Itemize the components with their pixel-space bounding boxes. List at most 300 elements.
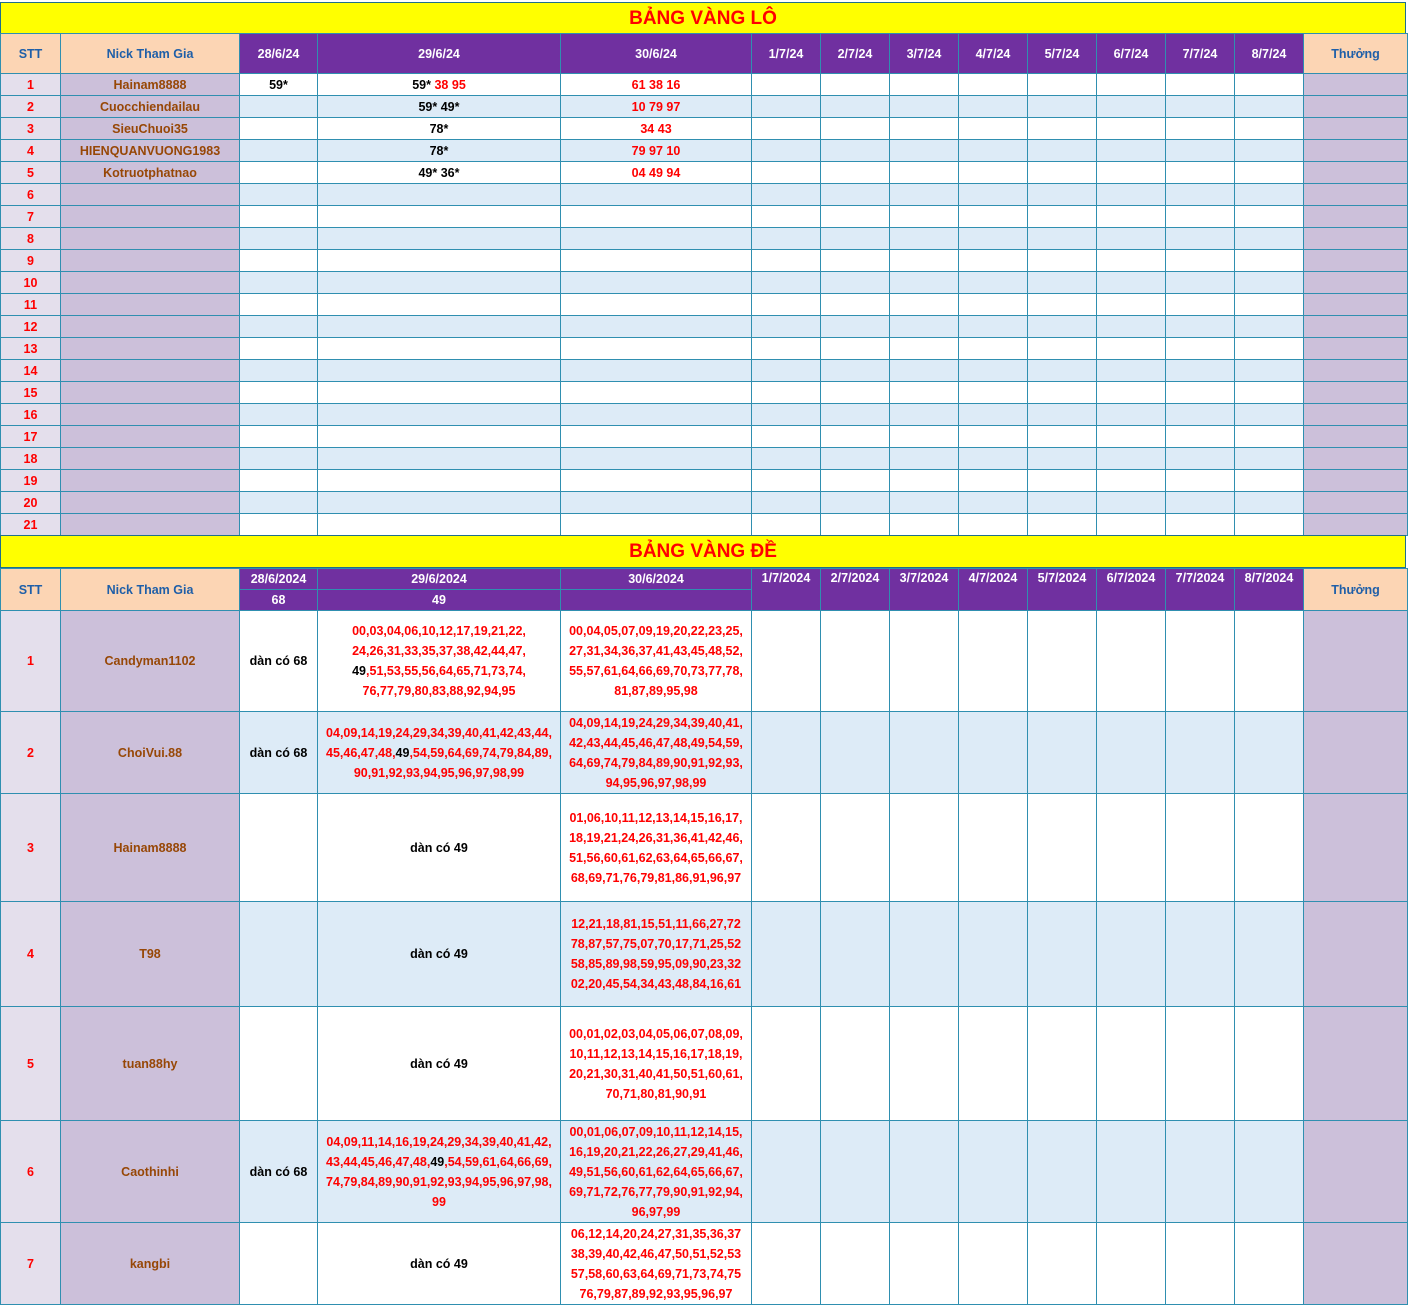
de-day-cell[interactable] — [1166, 712, 1235, 794]
lo-day-cell[interactable] — [752, 404, 821, 426]
lo-day-cell[interactable] — [561, 228, 752, 250]
de-day-cell[interactable] — [240, 611, 318, 712]
lo-day-cell[interactable] — [959, 426, 1028, 448]
lo-prize-cell[interactable] — [1304, 228, 1408, 250]
de-day-cell[interactable] — [1097, 1223, 1166, 1305]
lo-day-cell[interactable] — [890, 338, 959, 360]
lo-day-cell[interactable] — [1166, 426, 1235, 448]
lo-day-cell[interactable] — [890, 448, 959, 470]
lo-date-header[interactable]: 3/7/24 — [890, 34, 959, 74]
lo-day-cell[interactable] — [752, 272, 821, 294]
de-day-cell[interactable] — [821, 1121, 890, 1223]
de-day-cell[interactable] — [1166, 1223, 1235, 1305]
de-nick-cell[interactable]: T98 — [61, 902, 240, 1007]
lo-day-cell[interactable] — [561, 184, 752, 206]
lo-day-cell[interactable] — [1235, 316, 1304, 338]
de-day-cell[interactable] — [240, 794, 318, 902]
lo-day-cell[interactable] — [318, 228, 561, 250]
lo-day-cell[interactable] — [240, 448, 318, 470]
lo-day-cell[interactable] — [1097, 118, 1166, 140]
lo-day-cell[interactable] — [890, 360, 959, 382]
lo-day-cell[interactable] — [1166, 294, 1235, 316]
lo-day-cell[interactable] — [821, 184, 890, 206]
lo-day-cell[interactable] — [561, 426, 752, 448]
lo-date-header[interactable]: 1/7/24 — [752, 34, 821, 74]
lo-day-cell[interactable] — [752, 338, 821, 360]
de-date-header[interactable]: 1/7/2024 — [752, 569, 821, 611]
lo-day-cell[interactable] — [561, 250, 752, 272]
lo-day-cell[interactable] — [1235, 250, 1304, 272]
lo-day-cell[interactable] — [1028, 294, 1097, 316]
lo-day-cell[interactable] — [821, 492, 890, 514]
lo-nick-cell[interactable] — [61, 338, 240, 360]
lo-day-cell[interactable] — [1097, 294, 1166, 316]
lo-day-cell[interactable] — [1028, 492, 1097, 514]
de-day-cell[interactable] — [561, 611, 752, 712]
de-nick-cell[interactable]: tuan88hy — [61, 1007, 240, 1121]
lo-prize-cell[interactable] — [1304, 338, 1408, 360]
lo-day-cell[interactable] — [561, 118, 752, 140]
lo-day-cell[interactable] — [318, 470, 561, 492]
lo-day-cell[interactable] — [318, 338, 561, 360]
lo-prize-cell[interactable] — [1304, 360, 1408, 382]
lo-day-cell[interactable] — [821, 316, 890, 338]
lo-prize-cell[interactable] — [1304, 96, 1408, 118]
lo-day-cell[interactable] — [1028, 272, 1097, 294]
de-day-cell[interactable] — [1097, 1007, 1166, 1121]
lo-day-cell[interactable] — [890, 316, 959, 338]
lo-day-cell[interactable] — [1097, 206, 1166, 228]
lo-nick-cell[interactable] — [61, 272, 240, 294]
lo-day-cell[interactable] — [318, 250, 561, 272]
de-prize-header[interactable]: Thưởng — [1304, 569, 1408, 611]
lo-stt-cell[interactable]: 17 — [1, 426, 61, 448]
de-stt-cell[interactable]: 3 — [1, 794, 61, 902]
de-date-header[interactable]: 28/6/2024 — [240, 569, 318, 590]
lo-prize-cell[interactable] — [1304, 184, 1408, 206]
lo-day-cell[interactable] — [240, 360, 318, 382]
lo-day-cell[interactable] — [1166, 184, 1235, 206]
lo-prize-cell[interactable] — [1304, 470, 1408, 492]
de-date-header[interactable]: 5/7/2024 — [1028, 569, 1097, 611]
lo-day-cell[interactable] — [821, 448, 890, 470]
lo-day-cell[interactable] — [821, 206, 890, 228]
lo-nick-cell[interactable] — [61, 492, 240, 514]
de-day-cell[interactable] — [1235, 712, 1304, 794]
lo-day-cell[interactable] — [240, 338, 318, 360]
lo-day-cell[interactable] — [1028, 426, 1097, 448]
lo-day-cell[interactable] — [1028, 382, 1097, 404]
lo-day-cell[interactable] — [240, 470, 318, 492]
de-prize-cell[interactable] — [1304, 712, 1408, 794]
de-prize-cell[interactable] — [1304, 611, 1408, 712]
lo-day-cell[interactable] — [821, 382, 890, 404]
lo-day-cell[interactable] — [1166, 316, 1235, 338]
lo-day-cell[interactable] — [752, 294, 821, 316]
lo-day-cell[interactable] — [890, 404, 959, 426]
lo-nick-cell[interactable] — [61, 316, 240, 338]
lo-day-cell[interactable] — [1235, 228, 1304, 250]
lo-day-cell[interactable] — [318, 294, 561, 316]
lo-day-cell[interactable] — [1235, 514, 1304, 536]
de-day-cell[interactable] — [1097, 611, 1166, 712]
lo-nick-cell[interactable]: SieuChuoi35 — [61, 118, 240, 140]
lo-day-cell[interactable] — [959, 74, 1028, 96]
de-day-cell[interactable] — [752, 611, 821, 712]
lo-day-cell[interactable] — [1166, 514, 1235, 536]
lo-day-cell[interactable] — [240, 228, 318, 250]
lo-nick-cell[interactable]: Hainam8888 — [61, 74, 240, 96]
lo-day-cell[interactable] — [890, 514, 959, 536]
lo-day-cell[interactable] — [318, 448, 561, 470]
lo-day-cell[interactable] — [752, 206, 821, 228]
lo-day-cell[interactable] — [821, 514, 890, 536]
lo-nick-cell[interactable] — [61, 250, 240, 272]
lo-stt-cell[interactable]: 18 — [1, 448, 61, 470]
lo-day-cell[interactable] — [318, 162, 561, 184]
de-day-cell[interactable] — [318, 1223, 561, 1305]
lo-stt-cell[interactable]: 13 — [1, 338, 61, 360]
de-day-cell[interactable] — [821, 902, 890, 1007]
lo-day-cell[interactable] — [561, 294, 752, 316]
de-prize-cell[interactable] — [1304, 1007, 1408, 1121]
lo-day-cell[interactable] — [561, 492, 752, 514]
lo-day-cell[interactable] — [959, 404, 1028, 426]
lo-day-cell[interactable] — [1166, 382, 1235, 404]
lo-day-cell[interactable] — [561, 272, 752, 294]
lo-day-cell[interactable] — [752, 316, 821, 338]
lo-stt-cell[interactable]: 4 — [1, 140, 61, 162]
de-day-cell[interactable] — [1028, 1223, 1097, 1305]
lo-day-cell[interactable] — [240, 184, 318, 206]
lo-day-cell[interactable] — [821, 96, 890, 118]
lo-day-cell[interactable] — [959, 448, 1028, 470]
lo-date-header[interactable]: 6/7/24 — [1097, 34, 1166, 74]
lo-stt-header[interactable]: STT — [1, 34, 61, 74]
lo-day-cell[interactable] — [821, 140, 890, 162]
de-day-cell[interactable] — [1166, 611, 1235, 712]
de-prize-cell[interactable] — [1304, 902, 1408, 1007]
lo-day-cell[interactable] — [318, 382, 561, 404]
lo-nick-cell[interactable] — [61, 470, 240, 492]
lo-day-cell[interactable] — [1166, 448, 1235, 470]
lo-day-cell[interactable] — [1166, 360, 1235, 382]
de-day-cell[interactable] — [561, 1007, 752, 1121]
lo-day-cell[interactable] — [240, 250, 318, 272]
lo-prize-cell[interactable] — [1304, 162, 1408, 184]
lo-nick-cell[interactable] — [61, 404, 240, 426]
lo-day-cell[interactable] — [752, 492, 821, 514]
lo-day-cell[interactable] — [1166, 162, 1235, 184]
de-day-cell[interactable] — [1166, 1121, 1235, 1223]
de-result-cell[interactable]: 68 — [240, 590, 318, 611]
lo-day-cell[interactable] — [890, 228, 959, 250]
de-day-cell[interactable] — [1235, 794, 1304, 902]
lo-day-cell[interactable] — [1235, 206, 1304, 228]
lo-day-cell[interactable] — [561, 140, 752, 162]
de-day-cell[interactable] — [821, 712, 890, 794]
lo-day-cell[interactable] — [890, 492, 959, 514]
de-day-cell[interactable] — [752, 712, 821, 794]
lo-day-cell[interactable] — [1097, 140, 1166, 162]
de-nick-cell[interactable]: ChoiVui.88 — [61, 712, 240, 794]
lo-day-cell[interactable] — [959, 228, 1028, 250]
lo-day-cell[interactable] — [752, 228, 821, 250]
lo-date-header[interactable]: 2/7/24 — [821, 34, 890, 74]
de-stt-header[interactable]: STT — [1, 569, 61, 611]
de-day-cell[interactable] — [752, 1121, 821, 1223]
lo-day-cell[interactable] — [1028, 96, 1097, 118]
lo-nick-cell[interactable] — [61, 184, 240, 206]
lo-day-cell[interactable] — [1235, 96, 1304, 118]
lo-day-cell[interactable] — [1097, 492, 1166, 514]
lo-nick-cell[interactable]: HIENQUANVUONG1983 — [61, 140, 240, 162]
lo-day-cell[interactable] — [1097, 360, 1166, 382]
de-day-cell[interactable] — [1235, 1223, 1304, 1305]
de-day-cell[interactable] — [1097, 902, 1166, 1007]
lo-day-cell[interactable] — [890, 206, 959, 228]
de-day-cell[interactable] — [240, 712, 318, 794]
de-day-cell[interactable] — [959, 1007, 1028, 1121]
lo-stt-cell[interactable]: 9 — [1, 250, 61, 272]
lo-nick-cell[interactable] — [61, 360, 240, 382]
de-day-cell[interactable] — [752, 794, 821, 902]
lo-day-cell[interactable] — [752, 96, 821, 118]
de-day-cell[interactable] — [561, 794, 752, 902]
de-day-cell[interactable] — [318, 902, 561, 1007]
lo-day-cell[interactable] — [240, 206, 318, 228]
de-day-cell[interactable] — [890, 1223, 959, 1305]
lo-day-cell[interactable] — [240, 272, 318, 294]
lo-date-header[interactable]: 8/7/24 — [1235, 34, 1304, 74]
lo-prize-cell[interactable] — [1304, 492, 1408, 514]
lo-day-cell[interactable] — [959, 294, 1028, 316]
de-day-cell[interactable] — [1235, 1121, 1304, 1223]
de-day-cell[interactable] — [890, 1007, 959, 1121]
lo-day-cell[interactable] — [752, 514, 821, 536]
de-nick-cell[interactable]: Caothinhi — [61, 1121, 240, 1223]
lo-day-cell[interactable] — [240, 140, 318, 162]
lo-day-cell[interactable] — [1166, 206, 1235, 228]
lo-day-cell[interactable] — [1166, 96, 1235, 118]
lo-day-cell[interactable] — [240, 294, 318, 316]
lo-day-cell[interactable] — [1235, 140, 1304, 162]
lo-day-cell[interactable] — [959, 382, 1028, 404]
lo-day-cell[interactable] — [561, 338, 752, 360]
lo-day-cell[interactable] — [1097, 514, 1166, 536]
lo-day-cell[interactable] — [318, 360, 561, 382]
lo-day-cell[interactable] — [959, 140, 1028, 162]
de-day-cell[interactable] — [1097, 712, 1166, 794]
lo-nick-cell[interactable]: Cuocchiendailau — [61, 96, 240, 118]
lo-day-cell[interactable] — [1166, 140, 1235, 162]
lo-day-cell[interactable] — [318, 404, 561, 426]
lo-day-cell[interactable] — [959, 206, 1028, 228]
lo-day-cell[interactable] — [240, 316, 318, 338]
lo-day-cell[interactable] — [1097, 96, 1166, 118]
lo-date-header[interactable]: 29/6/24 — [318, 34, 561, 74]
lo-day-cell[interactable] — [1166, 118, 1235, 140]
lo-day-cell[interactable] — [1097, 162, 1166, 184]
lo-stt-cell[interactable]: 15 — [1, 382, 61, 404]
de-day-cell[interactable] — [821, 1223, 890, 1305]
lo-day-cell[interactable] — [752, 184, 821, 206]
lo-day-cell[interactable] — [959, 338, 1028, 360]
de-day-cell[interactable] — [821, 611, 890, 712]
lo-stt-cell[interactable]: 19 — [1, 470, 61, 492]
de-nick-cell[interactable]: Hainam8888 — [61, 794, 240, 902]
de-nick-cell[interactable]: Candyman1102 — [61, 611, 240, 712]
lo-day-cell[interactable] — [561, 514, 752, 536]
lo-day-cell[interactable] — [752, 250, 821, 272]
lo-day-cell[interactable] — [1028, 140, 1097, 162]
de-day-cell[interactable] — [1097, 794, 1166, 902]
lo-nick-cell[interactable] — [61, 514, 240, 536]
lo-prize-cell[interactable] — [1304, 426, 1408, 448]
lo-day-cell[interactable] — [561, 74, 752, 96]
lo-day-cell[interactable] — [890, 294, 959, 316]
lo-day-cell[interactable] — [561, 404, 752, 426]
lo-prize-cell[interactable] — [1304, 250, 1408, 272]
de-stt-cell[interactable]: 2 — [1, 712, 61, 794]
lo-prize-header[interactable]: Thưởng — [1304, 34, 1408, 74]
lo-day-cell[interactable] — [1097, 74, 1166, 96]
de-prize-cell[interactable] — [1304, 1121, 1408, 1223]
lo-day-cell[interactable] — [240, 426, 318, 448]
de-result-cell[interactable]: 49 — [318, 590, 561, 611]
lo-day-cell[interactable] — [318, 272, 561, 294]
lo-day-cell[interactable] — [1097, 272, 1166, 294]
lo-day-cell[interactable] — [1097, 470, 1166, 492]
de-day-cell[interactable] — [959, 902, 1028, 1007]
lo-day-cell[interactable] — [1235, 382, 1304, 404]
lo-day-cell[interactable] — [1028, 404, 1097, 426]
lo-day-cell[interactable] — [1097, 184, 1166, 206]
de-day-cell[interactable] — [1028, 611, 1097, 712]
lo-day-cell[interactable] — [1166, 250, 1235, 272]
lo-day-cell[interactable] — [959, 316, 1028, 338]
lo-day-cell[interactable] — [1097, 448, 1166, 470]
de-day-cell[interactable] — [1235, 611, 1304, 712]
lo-stt-cell[interactable]: 16 — [1, 404, 61, 426]
lo-day-cell[interactable] — [752, 74, 821, 96]
lo-stt-cell[interactable]: 7 — [1, 206, 61, 228]
lo-stt-cell[interactable]: 1 — [1, 74, 61, 96]
lo-day-cell[interactable] — [318, 514, 561, 536]
lo-day-cell[interactable] — [318, 316, 561, 338]
lo-day-cell[interactable] — [240, 382, 318, 404]
de-day-cell[interactable] — [561, 902, 752, 1007]
de-day-cell[interactable] — [561, 1223, 752, 1305]
lo-day-cell[interactable] — [318, 206, 561, 228]
de-day-cell[interactable] — [752, 1223, 821, 1305]
de-stt-cell[interactable]: 4 — [1, 902, 61, 1007]
lo-day-cell[interactable] — [959, 96, 1028, 118]
lo-day-cell[interactable] — [1235, 184, 1304, 206]
lo-prize-cell[interactable] — [1304, 74, 1408, 96]
de-day-cell[interactable] — [1028, 712, 1097, 794]
lo-day-cell[interactable] — [561, 206, 752, 228]
de-day-cell[interactable] — [1028, 902, 1097, 1007]
lo-day-cell[interactable] — [1166, 470, 1235, 492]
de-prize-cell[interactable] — [1304, 1223, 1408, 1305]
de-day-cell[interactable] — [1028, 794, 1097, 902]
lo-day-cell[interactable] — [1097, 404, 1166, 426]
lo-day-cell[interactable] — [1235, 492, 1304, 514]
de-day-cell[interactable] — [821, 1007, 890, 1121]
lo-day-cell[interactable] — [1028, 162, 1097, 184]
lo-stt-cell[interactable]: 11 — [1, 294, 61, 316]
lo-nick-cell[interactable] — [61, 206, 240, 228]
lo-day-cell[interactable] — [890, 470, 959, 492]
lo-day-cell[interactable] — [821, 118, 890, 140]
lo-day-cell[interactable] — [1028, 448, 1097, 470]
lo-day-cell[interactable] — [890, 96, 959, 118]
de-day-cell[interactable] — [890, 1121, 959, 1223]
lo-day-cell[interactable] — [821, 228, 890, 250]
lo-day-cell[interactable] — [1028, 118, 1097, 140]
lo-day-cell[interactable] — [890, 162, 959, 184]
lo-day-cell[interactable] — [1028, 514, 1097, 536]
de-prize-cell[interactable] — [1304, 794, 1408, 902]
de-result-cell[interactable] — [561, 590, 752, 611]
lo-day-cell[interactable] — [561, 382, 752, 404]
lo-day-cell[interactable] — [1166, 74, 1235, 96]
de-day-cell[interactable] — [1097, 1121, 1166, 1223]
de-stt-cell[interactable]: 6 — [1, 1121, 61, 1223]
lo-day-cell[interactable] — [1097, 382, 1166, 404]
lo-day-cell[interactable] — [1028, 338, 1097, 360]
de-day-cell[interactable] — [890, 794, 959, 902]
lo-day-cell[interactable] — [752, 360, 821, 382]
de-day-cell[interactable] — [318, 1121, 561, 1223]
de-day-cell[interactable] — [1028, 1007, 1097, 1121]
lo-prize-cell[interactable] — [1304, 140, 1408, 162]
lo-date-header[interactable]: 7/7/24 — [1166, 34, 1235, 74]
lo-day-cell[interactable] — [1235, 294, 1304, 316]
lo-day-cell[interactable] — [1028, 206, 1097, 228]
lo-day-cell[interactable] — [959, 492, 1028, 514]
lo-day-cell[interactable] — [561, 316, 752, 338]
de-day-cell[interactable] — [318, 794, 561, 902]
lo-date-header[interactable]: 30/6/24 — [561, 34, 752, 74]
lo-prize-cell[interactable] — [1304, 294, 1408, 316]
de-day-cell[interactable] — [959, 611, 1028, 712]
lo-day-cell[interactable] — [1166, 272, 1235, 294]
lo-day-cell[interactable] — [1097, 316, 1166, 338]
lo-day-cell[interactable] — [1028, 250, 1097, 272]
lo-nick-cell[interactable] — [61, 448, 240, 470]
lo-stt-cell[interactable]: 20 — [1, 492, 61, 514]
de-stt-cell[interactable]: 5 — [1, 1007, 61, 1121]
lo-day-cell[interactable] — [821, 404, 890, 426]
lo-day-cell[interactable] — [890, 382, 959, 404]
lo-day-cell[interactable] — [821, 360, 890, 382]
lo-nick-cell[interactable] — [61, 382, 240, 404]
lo-day-cell[interactable] — [959, 470, 1028, 492]
lo-day-cell[interactable] — [890, 250, 959, 272]
de-date-header[interactable]: 7/7/2024 — [1166, 569, 1235, 611]
de-day-cell[interactable] — [959, 712, 1028, 794]
lo-day-cell[interactable] — [1097, 426, 1166, 448]
lo-day-cell[interactable] — [1028, 74, 1097, 96]
lo-day-cell[interactable] — [1097, 250, 1166, 272]
lo-day-cell[interactable] — [890, 184, 959, 206]
lo-day-cell[interactable] — [752, 162, 821, 184]
lo-day-cell[interactable] — [240, 162, 318, 184]
lo-day-cell[interactable] — [752, 470, 821, 492]
lo-prize-cell[interactable] — [1304, 316, 1408, 338]
